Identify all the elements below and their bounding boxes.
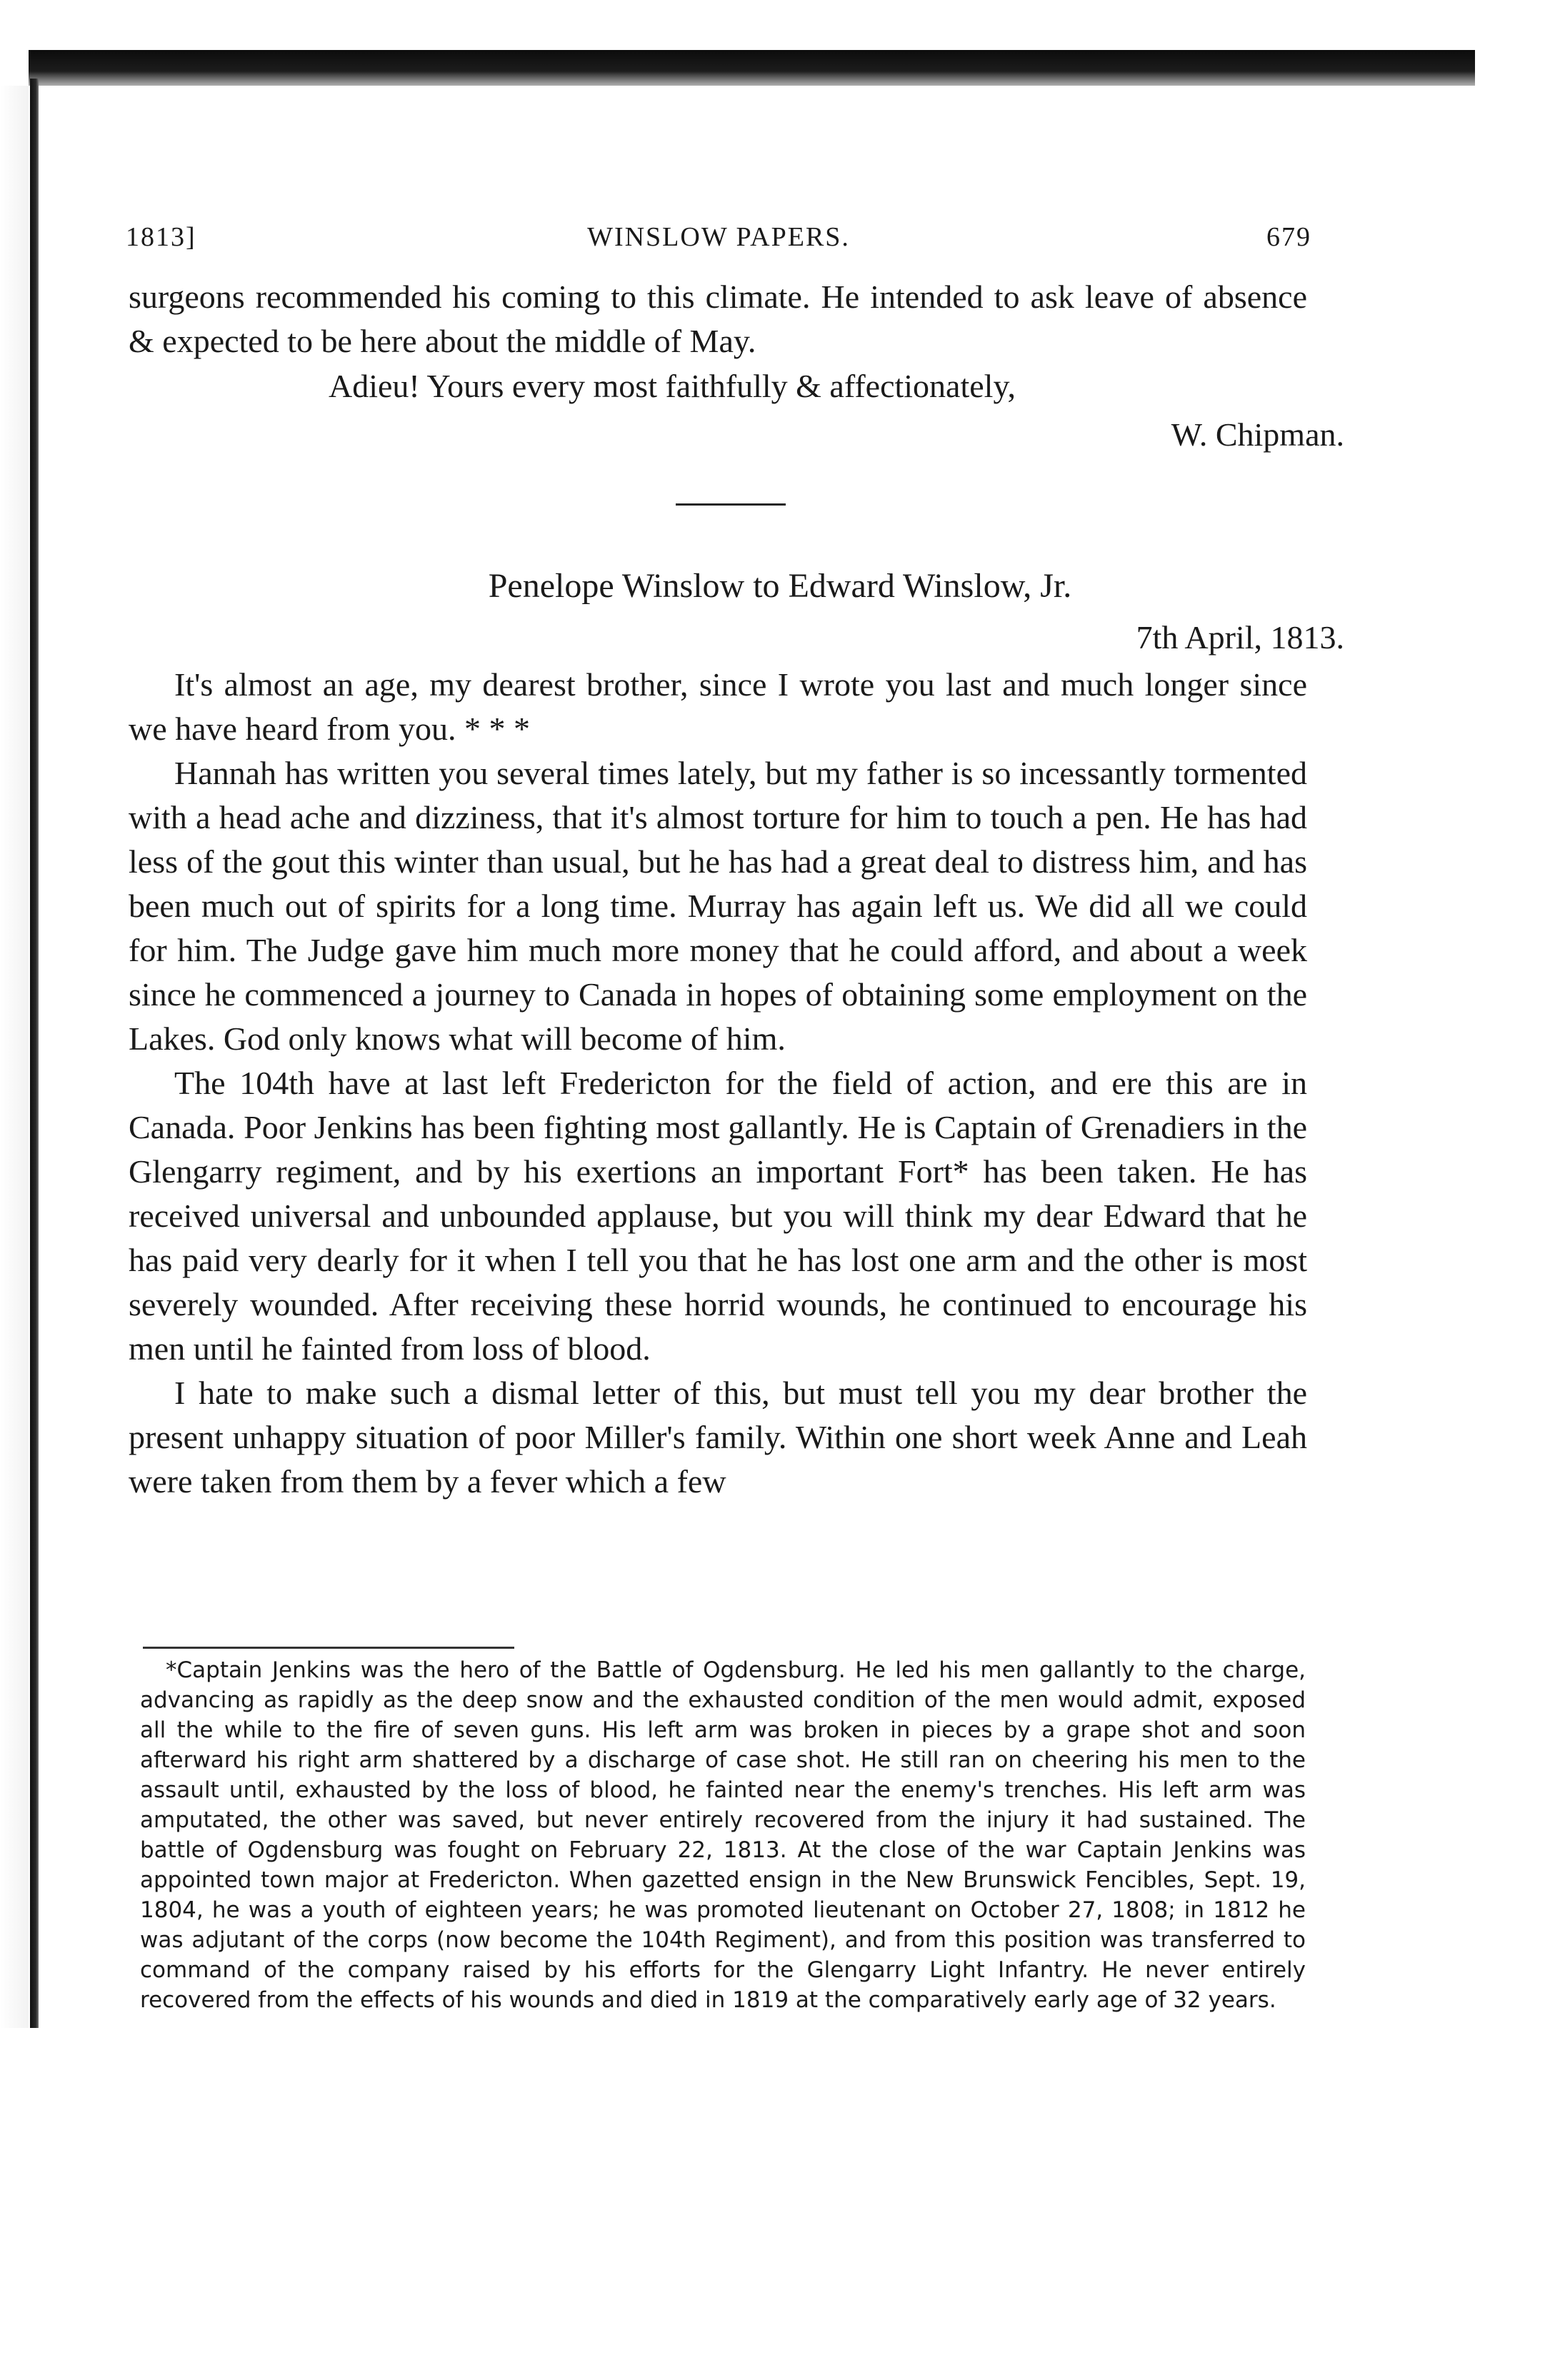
scan-margin-left	[0, 86, 29, 2028]
header-year: 1813]	[126, 222, 196, 252]
footnote: *Captain Jenkins was the hero of the Battle of Ogdensburg. He led his men gallantly to the charge, advancing as rapidly as the deep snow and the exhausted condition of the men would admit, exposed all the while to the fire of seven guns. His left arm was broken in pieces by a grape shot and soon afterward his right arm shattered by a discharge of case shot. He still ran on cheering his men to the assault until, exhausted by the loss of blood, he fainted near the enemy's trenches. His left arm was amputated, the other was saved, but never entirely recovered from the injury it had sustained. The battle of Ogdensburg was fought on February 22, 1813. At the close of the war Captain Jenkins was appointed town major at Fredericton. When gazetted ensign in the New Brunswick Fencibles, Sept. 19, 1804, he was a youth of eighteen years; he was promoted lieutenant on October 27, 1808; in 1812 he was adjutant of the corps (now become the 104th Regiment), and from this position was transferred to command of the company raised by his efforts for the Glengarry Light Infantry. He never entirely recovered from the effects of his wounds and died in 1819 at the comparatively early age of 32 years.	[140, 1657, 1306, 2013]
page-number: 679	[1266, 222, 1311, 252]
signature: W. Chipman.	[1171, 416, 1344, 453]
letter-dateline: 7th April, 1813.	[1136, 619, 1344, 656]
header-title: WINSLOW PAPERS.	[587, 222, 850, 252]
footnote-rule	[143, 1647, 514, 1649]
paragraph: I hate to make such a dismal letter of this, but must tell you my dear brother the present unhappy situation of poor Miller's family. Within one short week Anne and Leah were taken from them by a fever which a few	[129, 1375, 1307, 1500]
scan-edge-fade	[29, 71, 1475, 87]
scan-edge-left	[30, 79, 39, 2028]
continuation-paragraph: surgeons recommended his coming to this climate. He intended to ask leave of absence & expected to be here about the middle of May.	[129, 278, 1307, 359]
letter-closing: Adieu! Yours every most faithfully & affectionately,	[329, 368, 1016, 404]
paragraph: The 104th have at last left Fredericton for the field of action, and ere this are in Canada. Poor Jenkins has been fighting most gallantly. He is Captain of Grenadiers in the Glengarry regiment, and by his exertions an important Fort* has been taken. He has received universal and unbounded applause, but you will think my dear Edward that he has paid very dearly for it when I tell you that he has lost one arm and the other is most severely wounded. After receiving these horrid wounds, he continued to encourage his men until he fainted from loss of blood.	[129, 1065, 1307, 1367]
paragraph: It's almost an age, my dearest brother, since I wrote you last and much longer since we have heard from you. * * *	[129, 666, 1307, 747]
letter-heading: Penelope Winslow to Edward Winslow, Jr.	[488, 567, 1072, 605]
running-header	[126, 221, 1311, 264]
letter-body	[129, 663, 1307, 1504]
section-divider	[676, 503, 786, 506]
paragraph: Hannah has written you several times lately, but my father is so incessantly tormented with a head ache and dizziness, that it's almost torture for him to touch a pen. He has had less of the gout this winter than usual, but he has had a great deal to distress him, and has been much out of spirits for a long time. Murray has again left us. We did all we could for him. The Judge gave him much more money that he could afford, and about a week since he commenced a journey to Canada in hopes of obtaining some employment on the Lakes. God only knows what will become of him.	[129, 755, 1307, 1057]
